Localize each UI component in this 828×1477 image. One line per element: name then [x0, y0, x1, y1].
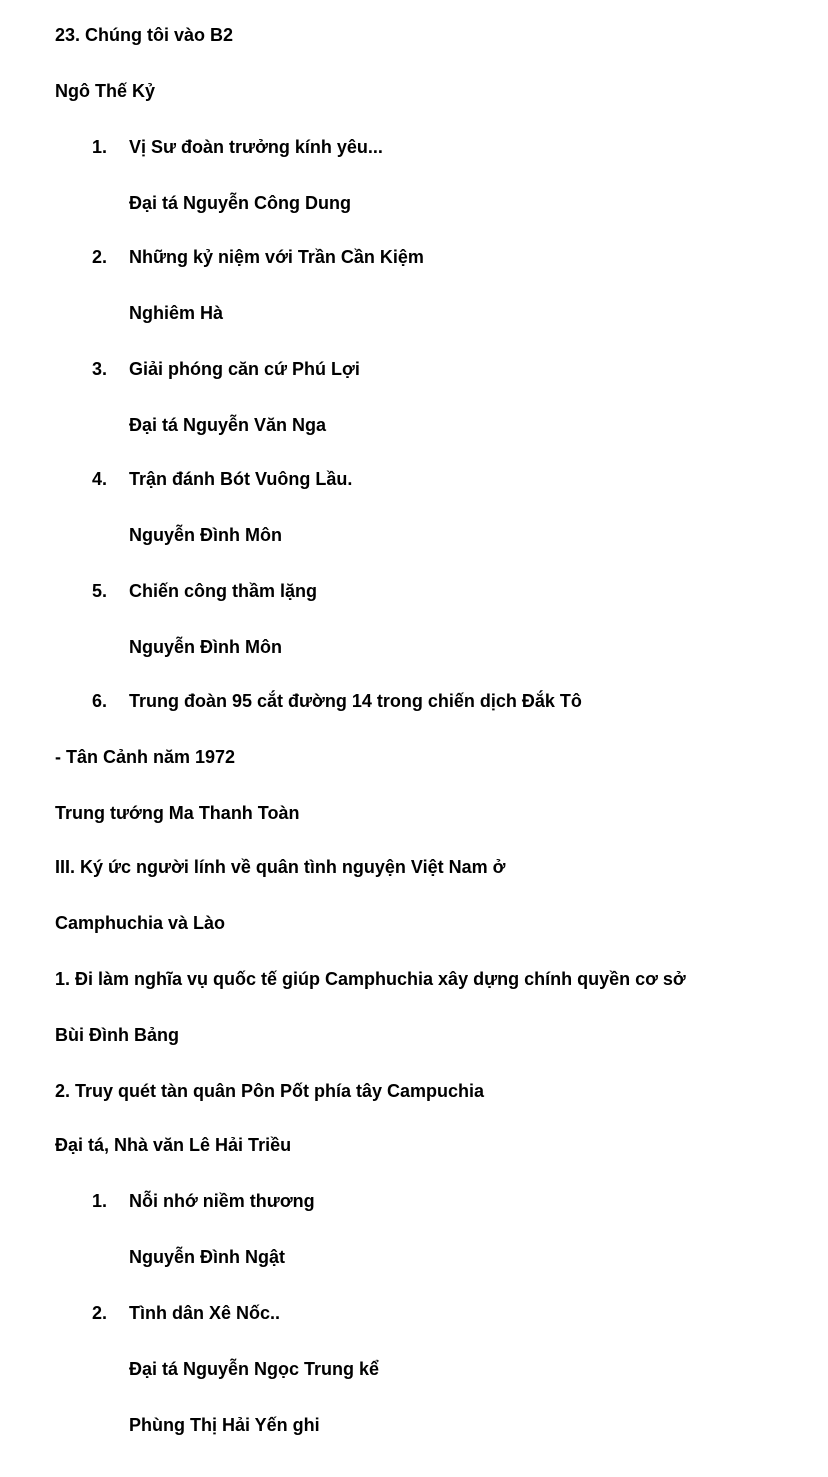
author-line: Trung tướng Ma Thanh Toàn [55, 803, 300, 823]
section-heading-continued: Camphuchia và Lào [55, 913, 226, 933]
author-line: Bùi Đình Bảng [55, 1025, 179, 1045]
list-item-author: Đại tá Nguyễn Văn Nga [129, 415, 327, 435]
list-item-title: Trận đánh Bót Vuông Lầu. [129, 469, 353, 489]
list-item-author: Đại tá Nguyễn Công Dung [129, 193, 351, 213]
list-item-author: Đại tá Nguyễn Ngọc Trung kể [129, 1359, 380, 1379]
list-item-author: Nguyễn Đình Ngật [129, 1247, 285, 1267]
author-line: Đại tá, Nhà văn Lê Hải Triều [55, 1135, 292, 1155]
list-item-author: Nguyễn Đình Môn [129, 525, 282, 545]
list-item-title: Trung đoàn 95 cắt đường 14 trong chiến dịch Đắk Tô [129, 691, 582, 711]
section-heading: 23. Chúng tôi vào B2 [55, 25, 234, 45]
list-number: 3. [92, 359, 108, 379]
list-number: 4. [92, 469, 108, 489]
list-number: 6. [92, 691, 108, 711]
subsection-title: 1. Đi làm nghĩa vụ quốc tế giúp Camphuchia xây dựng chính quyền cơ sở [55, 969, 686, 989]
list-number: 5. [92, 581, 108, 601]
list-item-author: Phùng Thị Hải Yến ghi [129, 1415, 320, 1435]
list-item-title: Nỗi nhớ niềm thương [129, 1191, 315, 1211]
list-item-title: Tình dân Xê Nốc.. [129, 1303, 281, 1323]
list-item-title: Chiến công thầm lặng [129, 581, 318, 601]
author-line: Ngô Thế Kỷ [55, 81, 156, 101]
list-item-author: Nghiêm Hà [129, 303, 224, 323]
subsection-title: 2. Truy quét tàn quân Pôn Pốt phía tây Campuchia [55, 1081, 485, 1101]
section-heading: III. Ký ức người lính về quân tình nguyện Việt Nam ở [55, 857, 506, 877]
list-item-title: Vị Sư đoàn trưởng kính yêu... [129, 137, 383, 157]
list-number: 2. [92, 1303, 108, 1323]
list-number: 1. [92, 1191, 108, 1211]
list-item-title: Những kỷ niệm với Trần Cần Kiệm [129, 247, 424, 267]
list-number: 2. [92, 247, 108, 267]
list-item-author: Nguyễn Đình Môn [129, 637, 282, 657]
text-line: - Tân Cảnh năm 1972 [55, 747, 236, 767]
list-number: 1. [92, 137, 108, 157]
list-item-title: Giải phóng căn cứ Phú Lợi [129, 359, 360, 379]
